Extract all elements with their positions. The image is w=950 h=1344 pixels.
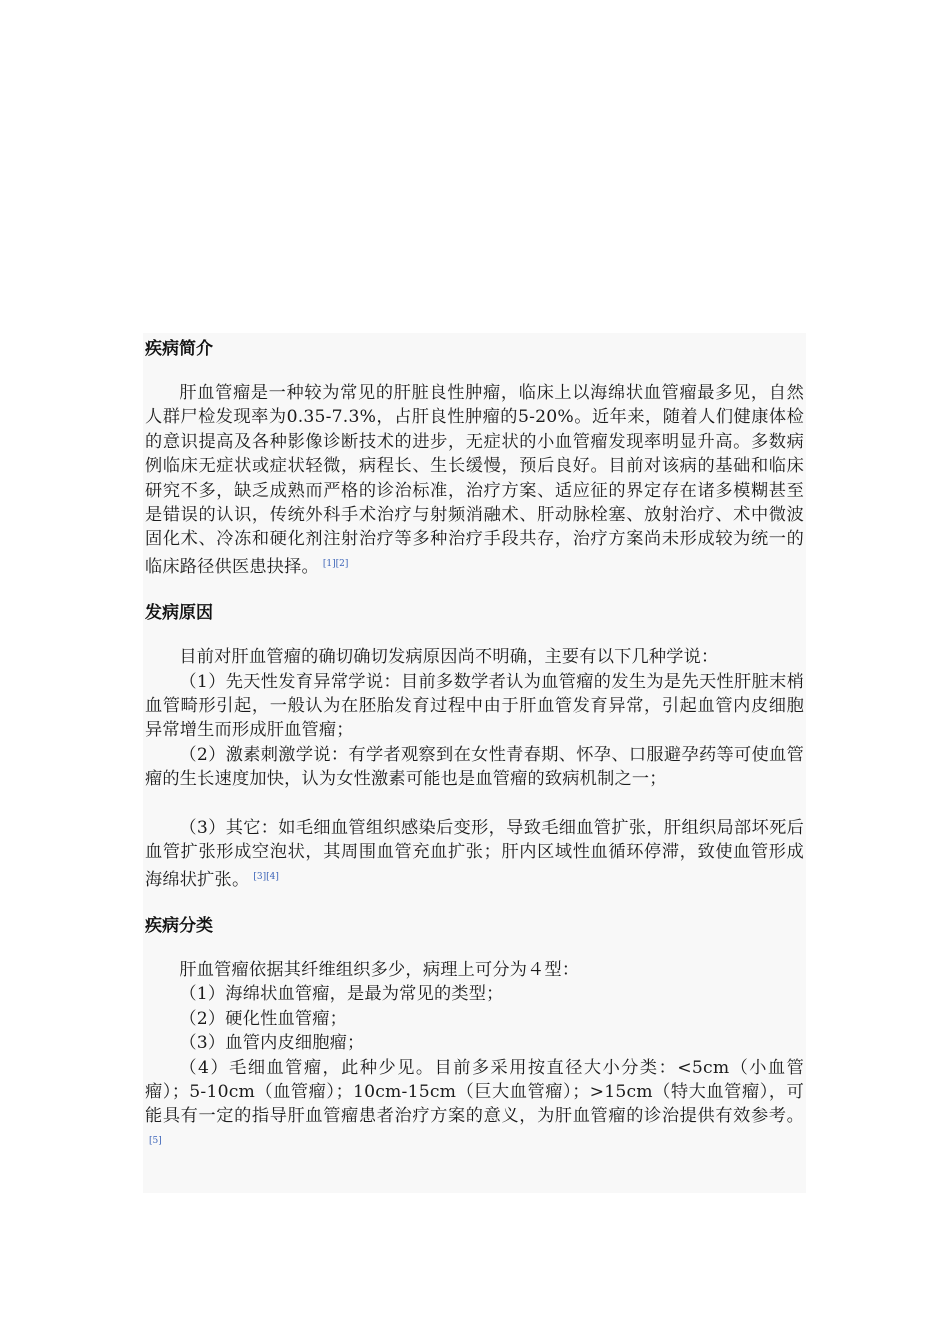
reference-link-classification[interactable]: [5] [149, 1135, 162, 1146]
article-content [143, 333, 806, 1193]
cause-item-1: （1）先天性发育异常学说：目前多数学者认为血管瘤的发生为是先天性肝脏末梢血管畸形引起，一般认为在胚胎发育过程中由于肝血管发育异常，引起血管内皮细胞异常增生而形成肝血管瘤； [145, 671, 804, 741]
section-title-cause: 发病原因 [145, 603, 213, 624]
cause-item-2: （2）激素刺激学说：有学者观察到在女性青春期、怀孕、口服避孕药等可使血管瘤的生长速度加快，认为女性激素可能也是血管瘤的致病机制之一； [145, 744, 804, 790]
section-title-classification: 疾病分类 [145, 915, 213, 936]
classification-item-2: （2）硬化性血管瘤； [179, 1008, 348, 1029]
reference-link-cause[interactable]: [3][4] [253, 871, 279, 882]
cause-item-3: （3）其它：如毛细血管组织感染后变形，导致毛细血管扩张，肝组织局部坏死后血管扩张形成空泡状，其周围血管充血扩张；肝内区域性血循环停滞，致使血管形成海绵状扩张。 [145, 817, 804, 890]
classification-lead: 肝血管瘤依据其纤维组织多少，病理上可分为４型： [179, 959, 580, 980]
section-title-intro: 疾病简介 [145, 339, 213, 359]
classification-item-3: （3）血管内皮细胞瘤； [179, 1033, 365, 1054]
cause-item-3-paragraph [145, 816, 804, 892]
reference-link-intro[interactable]: [1][2] [322, 558, 349, 569]
intro-paragraph [145, 381, 804, 579]
classification-item-4: （4）毛细血管瘤，此种少见。目前多采用按直径大小分类：<5cm（小血管瘤）；5-10cm（血管瘤）；10cm-15cm（巨大血管瘤）；>15cm（特大血管瘤），可能具有一定的指导肝血管瘤患者治疗方案的意义，为肝血管瘤的诊治提供有效参考。 [145, 1057, 804, 1127]
classification-item-4-paragraph [145, 1056, 804, 1157]
classification-item-1: （1）海绵状血管瘤，是最为常见的类型； [179, 984, 504, 1005]
cause-lead: 目前对肝血管瘤的确切确切发病原因尚不明确，主要有以下几种学说： [179, 647, 719, 668]
intro-body: 肝血管瘤是一种较为常见的肝脏良性肿瘤，临床上以海绵状血管瘤最多见，自然人群尸检发现率为0.35-7.3%，占肝良性肿瘤的5-20%。近年来，随着人们健康体检的意识提高及各种影像诊断技术的进步，无症状的小血管瘤发现率明显升高。多数病例临床无症状或症状轻微，病程长、生长缓慢，预后良好。目前对该病的基础和临床研究不多，缺乏成熟而严格的诊治标准，治疗方案、适应征的界定存在诸多模糊甚至是错误的认识，传统外科手术治疗与射频消融术、肝动脉栓塞、放射治疗、术中微波固化术、冷冻和硬化剂注射治疗等多种治疗手段共存，治疗方案尚未形成较为统一的临床路径供医患抉择。 [145, 383, 804, 577]
